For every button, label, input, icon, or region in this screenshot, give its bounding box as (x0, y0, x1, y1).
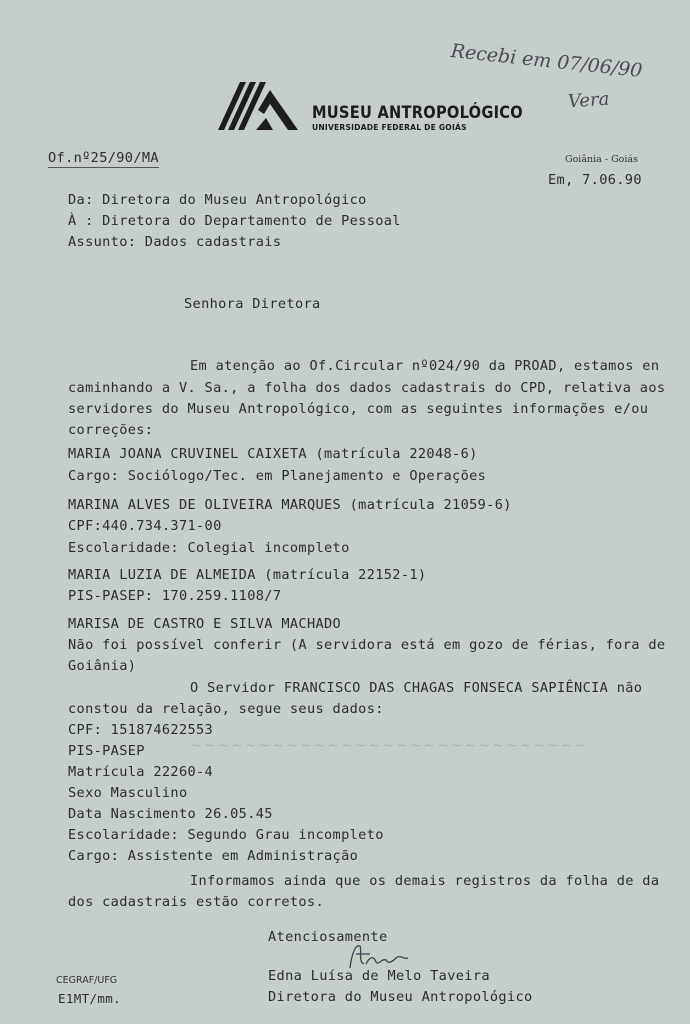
record-detail: Cargo: Sociólogo/Tec. em Planejamento e Operações (68, 468, 487, 484)
brand-name: MUSEU ANTROPOLÓGICO (312, 103, 523, 123)
subject-line: Assunto: Dados cadastrais (68, 234, 282, 250)
handwritten-receipt-note: Recebi em 07/06/90 (449, 40, 644, 82)
handwritten-initials: Vera (567, 88, 611, 113)
intro-line: correções: (68, 422, 154, 438)
closing-paragraph-line: Informamos ainda que os demais registros da folha de da (190, 873, 660, 889)
letter-date: Em, 7.06.90 (548, 172, 642, 188)
closing-paragraph-line: dos cadastrais estão corretos. (68, 894, 325, 910)
record-detail: PIS-PASEP: 170.259.1108/7 (68, 588, 282, 604)
francisco-data-line: Cargo: Assistente em Administração (68, 848, 359, 864)
record-detail: CPF:440.734.371-00 (68, 518, 222, 534)
letter-reference: Of.nº25/90/MA (48, 150, 159, 166)
brand-subtitle: UNIVERSIDADE FEDERAL DE GOIÁS (312, 123, 467, 132)
francisco-intro-line: O Servidor FRANCISCO DAS CHAGAS FONSECA SAPIÊNCIA não (190, 680, 643, 696)
intro-line: servidores do Museu Antropológico, com as seguintes informações e/ou (68, 401, 649, 417)
salutation: Senhora Diretora (184, 296, 321, 312)
francisco-data-line: PIS-PASEP (68, 743, 145, 759)
record-detail: Goiânia) (68, 658, 137, 674)
typist-reference: E1MT/mm. (58, 991, 122, 1006)
closing-word: Atenciosamente (268, 929, 388, 945)
museum-logo-icon (218, 80, 304, 132)
signatory-title: Diretora do Museu Antropológico (268, 989, 533, 1005)
city-label: Goiânia - Goiás (565, 154, 638, 165)
record-detail: Não foi possível conferir (A servidora está em gozo de férias, fora de (68, 637, 666, 653)
signatory-name: Edna Luísa de Melo Taveira (268, 968, 490, 984)
francisco-data-line: Sexo Masculino (68, 785, 188, 801)
francisco-data-line: Data Nascimento 26.05.45 (68, 806, 273, 822)
record-detail: Escolaridade: Colegial incompleto (68, 540, 350, 556)
francisco-data-line: Matrícula 22260-4 (68, 764, 214, 780)
record-name: MARISA DE CASTRO E SILVA MACHADO (68, 616, 342, 632)
form-code: CEGRAF/UFG (56, 975, 118, 986)
intro-line: caminhando a V. Sa., a folha dos dados cadastrais do CPD, relativa aos (68, 380, 666, 396)
from-line: Da: Diretora do Museu Antropológico (68, 192, 367, 208)
intro-line: Em atenção ao Of.Circular nº024/90 da PROAD, estamos en (190, 358, 660, 374)
record-name: MARIA JOANA CRUVINEL CAIXETA (matrícula 22048-6) (68, 446, 478, 462)
record-name: MARIA LUZIA DE ALMEIDA (matrícula 22152-1) (68, 567, 427, 583)
francisco-data-line: CPF: 151874622553 (68, 722, 214, 738)
record-name: MARINA ALVES DE OLIVEIRA MARQUES (matrícula 21059-6) (68, 497, 512, 513)
francisco-data-line: Escolaridade: Segundo Grau incompleto (68, 827, 384, 843)
to-line: À : Diretora do Departamento de Pessoal (68, 213, 401, 229)
francisco-intro-line: constou da relação, segue seus dados: (68, 701, 384, 717)
faint-pencil-note: ~~~~~~~~~~~~~~~~~~~~~~~~~~~~~ (190, 738, 589, 754)
